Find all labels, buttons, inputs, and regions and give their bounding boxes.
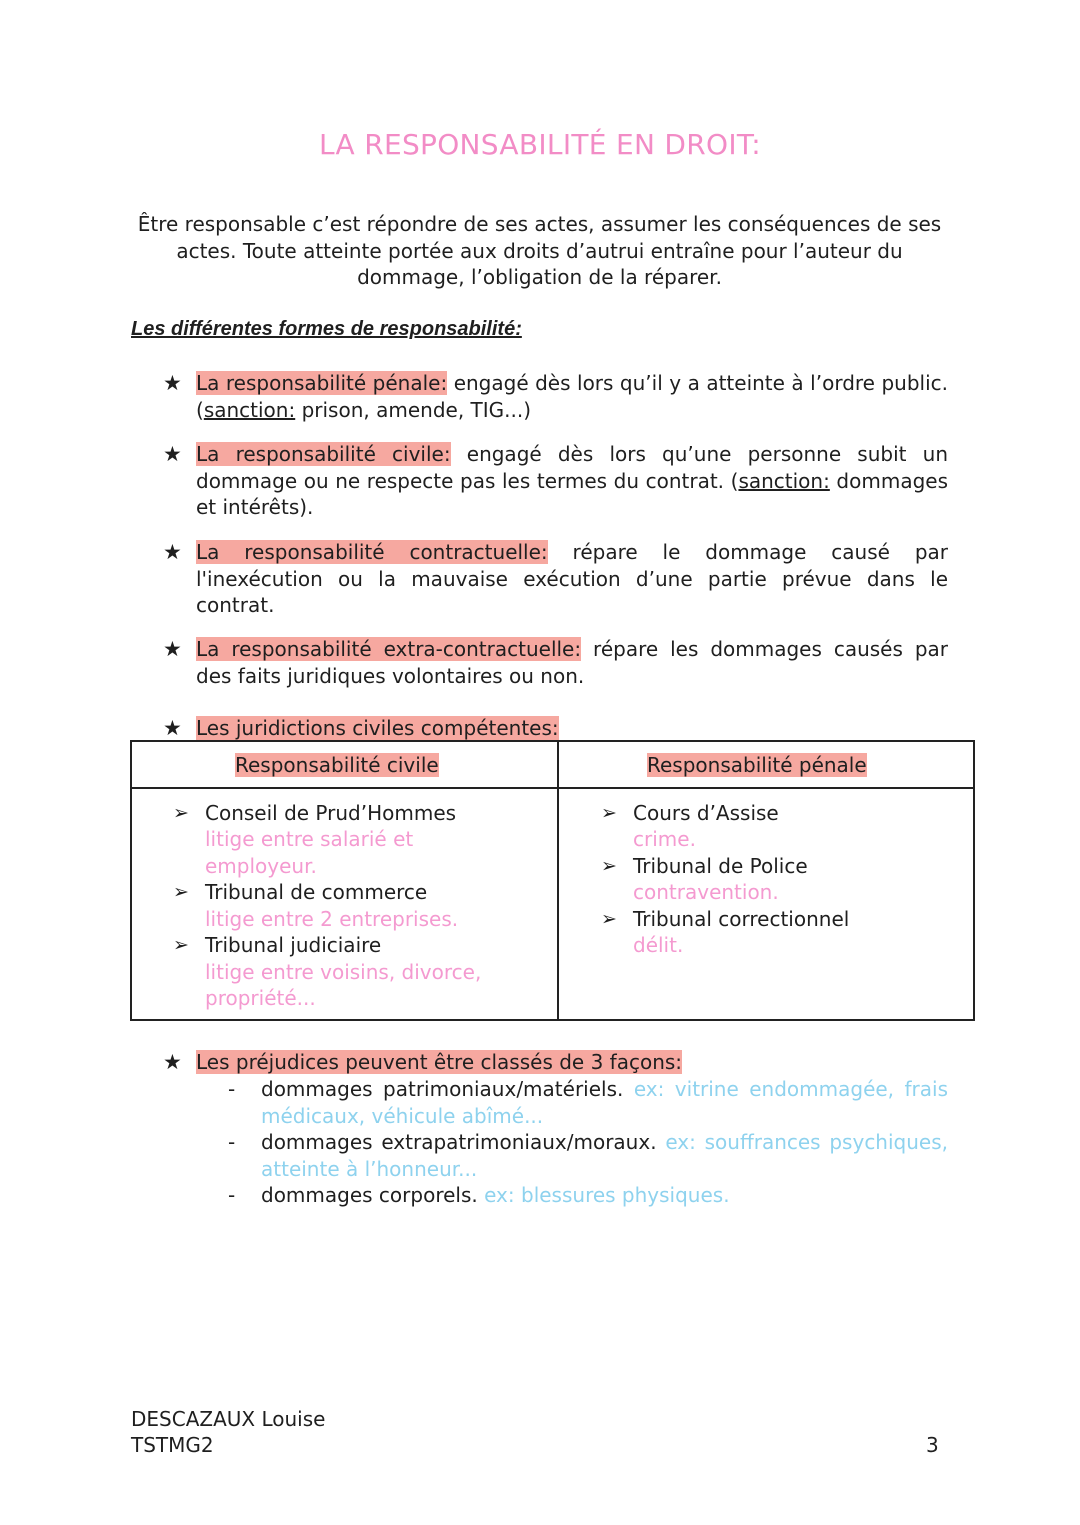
dash-marker: - [228,1183,236,1207]
jurisdiction-desc: crime. [633,827,696,851]
jurisdiction-name: Tribunal de Police [633,854,808,878]
arrow-icon: ➢ [601,908,617,930]
section-heading: Les différentes formes de responsabilité: [131,318,522,340]
jurisdiction-desc: propriété... [205,986,316,1010]
star-icon: ★ [163,716,182,740]
sanction-label: sanction: [203,397,296,422]
jurisdiction-desc: litige entre 2 entreprises. [205,907,459,931]
term-highlight: La responsabilité extra-contractuelle: [196,637,582,661]
bullet-contractuelle: La responsabilité contractuelle: répare le dommage causé par l'inexécution ou la mauvaise exécution d’une partie prévue dans le contrat. [196,540,948,617]
term-highlight: Les juridictions civiles compétentes: [196,716,559,740]
table-header-penale: Responsabilité pénale [647,753,867,777]
table-header-divider [130,787,975,789]
example-text: ex: souffrances psychiques, atteinte à l’honneur... [261,1130,948,1181]
footer-class: TSTMG2 [131,1433,214,1457]
jurisdiction-desc: employeur. [205,854,317,878]
example-text: ex: vitrine endommagée, frais médicaux, véhicule abîmé... [261,1077,948,1128]
bullet-juridictions [196,715,948,742]
jurisdiction-desc: litige entre salarié et [205,827,414,851]
star-icon: ★ [163,442,182,466]
page-number: 3 [926,1433,939,1457]
jurisdiction-desc: délit. [633,933,684,957]
star-icon: ★ [163,1050,182,1074]
jurisdiction-desc: contravention. [633,880,779,904]
arrow-icon: ➢ [173,934,189,956]
term-highlight: La responsabilité contractuelle: [196,540,548,564]
prejudice-item: dommages extrapatrimoniaux/moraux. ex: souffrances psychiques, atteinte à l’honneur... [261,1130,948,1181]
term-highlight: La responsabilité pénale: [196,371,448,395]
bullet-extra-contractuelle: La responsabilité extra-contractuelle: répare les dommages causés par des faits juridiques volontaires ou non. [196,637,949,688]
arrow-icon: ➢ [601,855,617,877]
dash-marker: - [228,1077,236,1101]
page-title: LA RESPONSABILITÉ EN DROIT: [319,128,761,161]
arrow-icon: ➢ [601,802,617,824]
example-text: ex: blessures physiques. [477,1183,730,1207]
footer-author: DESCAZAUX Louise [131,1407,326,1431]
star-icon: ★ [163,540,182,564]
star-icon: ★ [163,371,182,395]
intro-paragraph: Être responsable c’est répondre de ses actes, assumer les conséquences de ses actes. Toute atteinte portée aux droits d’autrui entraîne pour l’auteur du dommage, l’obligation de la réparer. [137,212,942,289]
jurisdiction-name: Conseil de Prud’Hommes [205,801,457,825]
prejudice-item: dommages corporels. ex: blessures physiques. [261,1183,730,1207]
sanction-label: sanction: [738,468,830,493]
dash-marker: - [228,1130,236,1154]
table-column-divider [557,740,559,1021]
prejudice-item: dommages patrimoniaux/matériels. ex: vitrine endommagée, frais médicaux, véhicule abîmé... [261,1077,948,1128]
arrow-icon: ➢ [173,802,189,824]
arrow-icon: ➢ [173,881,189,903]
jurisdiction-desc: litige entre voisins, divorce, [205,960,482,984]
jurisdiction-name: Cours d’Assise [633,801,779,825]
bullet-penale: La responsabilité pénale: engagé dès lors qu’il y a atteinte à l’ordre public. (sanction: prison, amende, TIG...) [196,371,948,422]
jurisdiction-name: Tribunal correctionnel [633,907,850,931]
term-highlight: Les préjudices peuvent être classés de 3 façons: [196,1050,683,1074]
jurisdiction-name: Tribunal judiciaire [205,933,382,957]
star-icon: ★ [163,637,182,661]
prejudices-title [196,1049,948,1076]
jurisdiction-name: Tribunal de commerce [205,880,428,904]
table-header-civile: Responsabilité civile [235,753,439,777]
bullet-civile: La responsabilité civile: engagé dès lors qu’une personne subit un dommage ou ne respecte pas les termes du contrat. (sanction: dommages et intérêts). [196,442,949,519]
term-highlight: La responsabilité civile: [196,442,451,466]
